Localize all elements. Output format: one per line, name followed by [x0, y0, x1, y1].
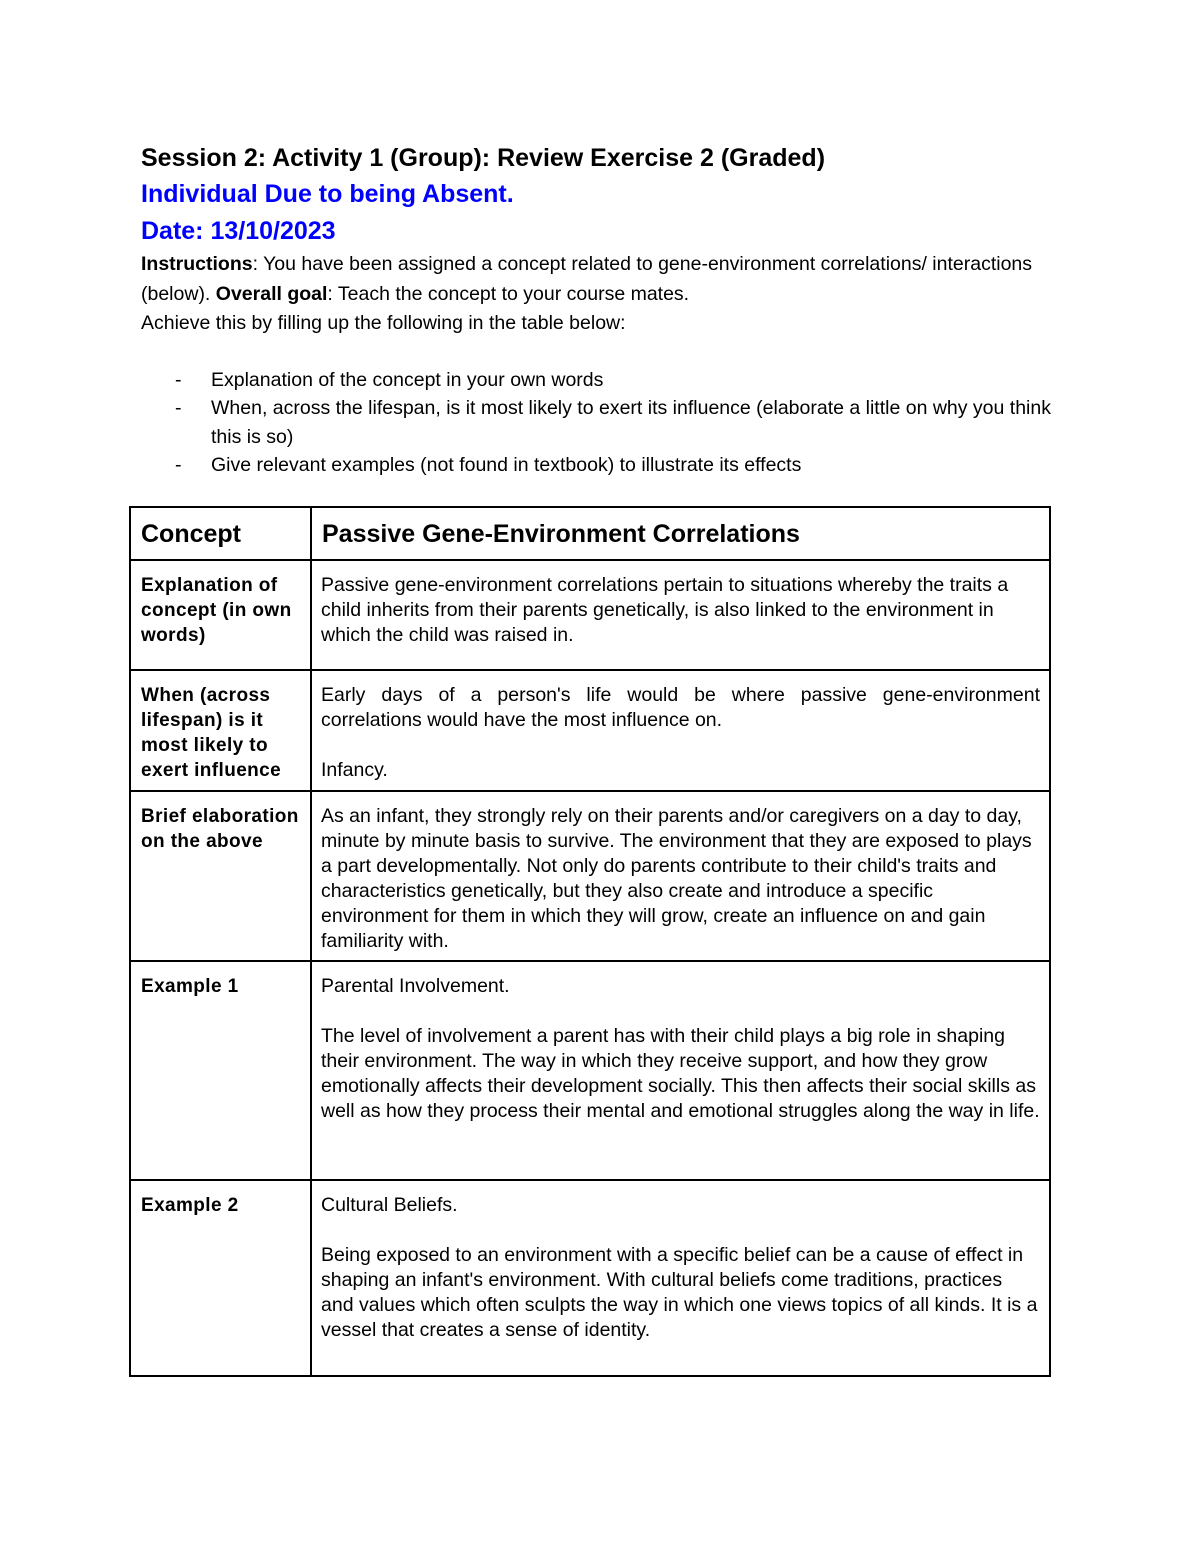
document-body	[141, 140, 1061, 480]
dash-bullet: -	[175, 368, 182, 391]
list-item	[141, 366, 1061, 395]
row-content	[311, 670, 1050, 791]
instructions-line-3: Achieve this by filling up the following in the table below:	[141, 312, 626, 334]
row-content	[311, 560, 1050, 670]
list-item-text: Explanation of the concept in your own words	[211, 368, 604, 391]
row-paragraph: Infancy.	[321, 759, 388, 781]
row-paragraph: The level of involvement a parent has with their child plays a big role in shaping their environment. The way in which they receive support, and how they grow emotionally affects their development socially. This then affects their social skills as well as how they process their mental and emotional struggles along the way in life.	[321, 1025, 1040, 1122]
dash-bullet: -	[175, 397, 182, 419]
row-label: When (across lifespan) is it most likely to exert influence	[130, 670, 311, 791]
goal-text: : Teach the concept to your course mates.	[327, 282, 690, 305]
instructions-label: Instructions	[141, 253, 253, 275]
instruction-list	[141, 366, 1061, 480]
instructions-text: : You have been assigned a concept related to gene-environment correlations/ interactions (below).	[141, 253, 1033, 305]
table-row	[130, 791, 1050, 961]
dash-bullet: -	[175, 454, 182, 476]
row-label: Brief elaboration on the above	[130, 791, 311, 961]
table-row	[130, 1180, 1050, 1376]
header-concept-cell: Passive Gene-Environment Correlations	[311, 507, 1050, 560]
header-label-cell: Concept	[130, 507, 311, 560]
list-item-text: Give relevant examples (not found in textbook) to illustrate its effects	[211, 454, 802, 476]
row-label: Explanation of concept (in own words)	[130, 560, 311, 670]
list-item-text: When, across the lifespan, is it most likely to exert its influence (elaborate a little on why you think this is so)	[211, 397, 1051, 448]
row-paragraph: As an infant, they strongly rely on their parents and/or caregivers on a day to day, minute by minute basis to survive. The environment that they are exposed to plays a part developmentally. Not only do parents contribute to their child's traits and characteristics genetically, but they also create and introduce a specific environment for them in which they will grow, create an influence on and gain familiarity with.	[321, 805, 1032, 952]
instructions-paragraph	[141, 250, 1061, 339]
row-content	[311, 961, 1050, 1180]
row-content	[311, 1180, 1050, 1376]
absence-note: Individual Due to being Absent.	[141, 180, 514, 208]
list-item	[141, 394, 1061, 451]
list-item	[141, 451, 1061, 480]
page-title: Session 2: Activity 1 (Group): Review Exercise 2 (Graded)	[141, 144, 826, 172]
row-content	[311, 791, 1050, 961]
row-paragraph: Cultural Beliefs.	[321, 1194, 458, 1216]
concept-table	[129, 506, 1051, 1377]
row-paragraph: Early days of a person's life would be where passive gene-environment correlations would have the most influence on.	[321, 684, 1040, 731]
table-header-row	[130, 507, 1050, 560]
row-paragraph: Being exposed to an environment with a specific belief can be a cause of effect in shaping an infant's environment. With cultural beliefs come traditions, practices and values which often sculpts the way in which one views topics of all kinds. It is a vessel that creates a sense of identity.	[321, 1244, 1038, 1341]
table-row	[130, 670, 1050, 791]
table-row	[130, 560, 1050, 670]
goal-label: Overall goal	[215, 282, 328, 305]
table-row	[130, 961, 1050, 1180]
row-label: Example 2	[130, 1180, 311, 1376]
row-paragraph: Passive gene-environment correlations pertain to situations whereby the traits a child inherits from their parents genetically, is also linked to the environment in which the child was raised in.	[321, 574, 1009, 646]
date-line: Date: 13/10/2023	[141, 217, 336, 245]
row-paragraph: Parental Involvement.	[321, 975, 510, 997]
row-label: Example 1	[130, 961, 311, 1180]
